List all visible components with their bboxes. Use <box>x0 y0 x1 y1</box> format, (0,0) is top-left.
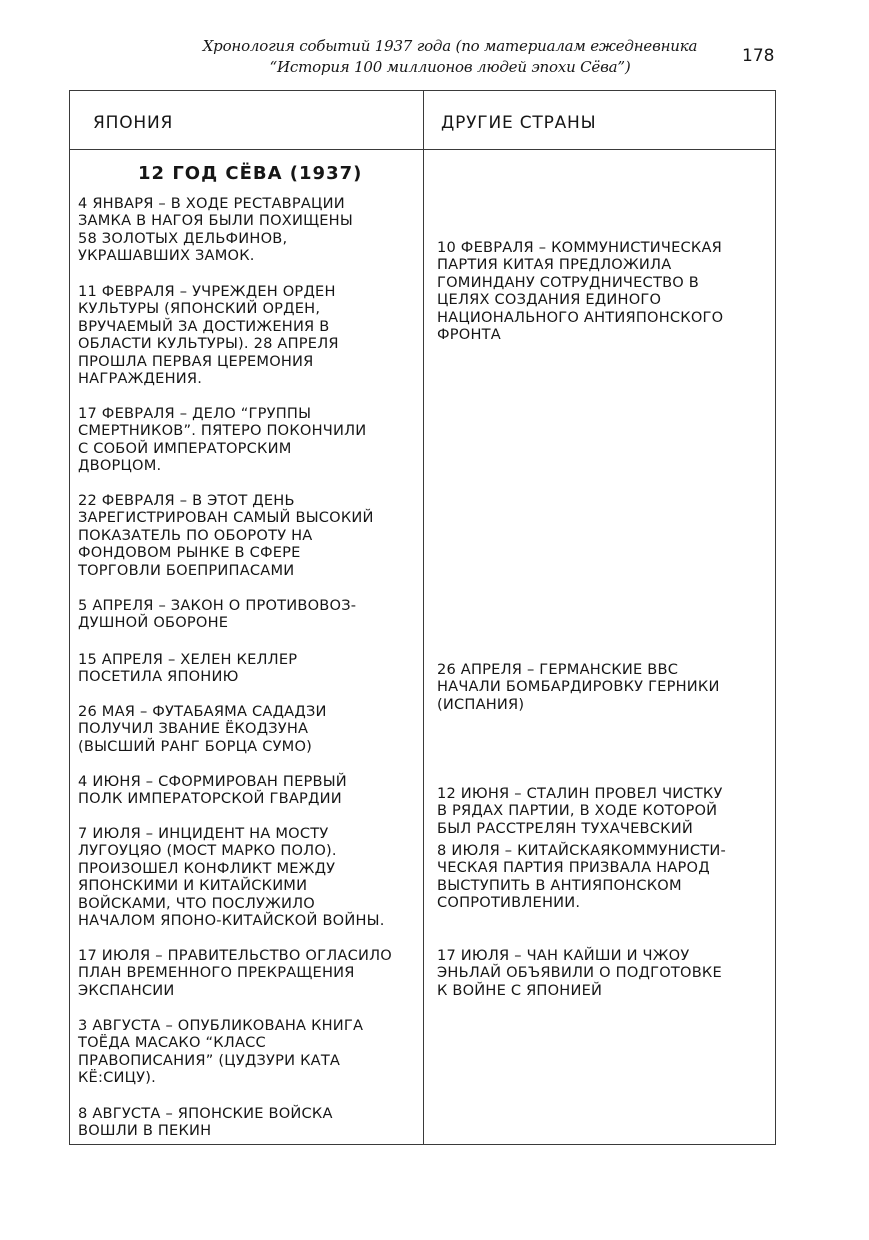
entry-line: 5 АПРЕЛЯ – ЗАКОН О ПРОТИВОВОЗ- <box>78 597 357 614</box>
entry-line: ЯПОНСКИМИ И КИТАЙСКИМИ <box>78 877 308 895</box>
other-entry-3 <box>437 785 723 837</box>
japan-entry-3 <box>78 405 366 475</box>
entry-line: ЭКСПАНСИИ <box>78 981 175 999</box>
entry-line: 12 ИЮНЯ – СТАЛИН ПРОВЕЛ ЧИСТКУ <box>437 785 723 802</box>
entry-line: 26 АПРЕЛЯ – ГЕРМАНСКИЕ ВВС <box>437 661 679 678</box>
entry-line: ТОРГОВЛИ БОЕПРИПАСАМИ <box>78 561 295 579</box>
entry-line: 17 ФЕВРАЛЯ – ДЕЛО “ГРУППЫ <box>78 405 312 422</box>
entry-line: ВОШЛИ В ПЕКИН <box>78 1122 212 1140</box>
entry-line: (ВЫСШИЙ РАНГ БОРЦА СУМО) <box>78 737 313 755</box>
header-divider <box>70 149 775 150</box>
entry-line: ГОМИНДАНУ СОТРУДНИЧЕСТВО В <box>437 273 700 291</box>
entry-line: 11 ФЕВРАЛЯ – УЧРЕЖДЕН ОРДЕН <box>78 283 336 300</box>
entry-line: 17 ИЮЛЯ – ПРАВИТЕЛЬСТВО ОГЛАСИЛО <box>78 947 392 964</box>
entry-line: 15 АПРЕЛЯ – ХЕЛЕН КЕЛЛЕР <box>78 651 298 668</box>
entry-line: ПРАВОПИСАНИЯ” (ЦУДЗУРИ КАТА <box>78 1051 341 1069</box>
entry-line: ЛУГОУЦЯО (МОСТ МАРКО ПОЛО). <box>78 842 337 860</box>
japan-entry-11 <box>78 1017 363 1087</box>
year-title: 12 ГОД СЁВА (1937) <box>138 163 363 184</box>
entry-line: ДУШНОЙ ОБОРОНЕ <box>78 614 229 632</box>
entry-line: 8 АВГУСТА – ЯПОНСКИЕ ВОЙСКА <box>78 1105 333 1122</box>
entry-line: 4 ЯНВАРЯ – В ХОДЕ РЕСТАВРАЦИИ <box>78 195 345 212</box>
entry-line: ОБЛАСТИ КУЛЬТУРЫ). 28 АПРЕЛЯ <box>78 335 339 353</box>
entry-line: ПЛАН ВРЕМЕННОГО ПРЕКРАЩЕНИЯ <box>78 964 355 982</box>
entry-line: (ИСПАНИЯ) <box>437 695 525 713</box>
entry-line: КУЛЬТУРЫ (ЯПОНСКИЙ ОРДЕН, <box>78 300 321 318</box>
chronology-table <box>69 90 776 1145</box>
entry-line: НАЧАЛОМ ЯПОНО-КИТАЙСКОЙ ВОЙНЫ. <box>78 912 385 930</box>
entry-line: ВОЙСКАМИ, ЧТО ПОСЛУЖИЛО <box>78 894 315 912</box>
entry-line: ЗАМКА В НАГОЯ БЫЛИ ПОХИЩЕНЫ <box>78 212 353 230</box>
entry-line: ТОЁДА МАСАКО “КЛАСС <box>78 1034 266 1052</box>
column-header-japan: ЯПОНИЯ <box>93 113 174 133</box>
entry-line: ПОСЕТИЛА ЯПОНИЮ <box>78 668 239 686</box>
entry-line: НАЦИОНАЛЬНОГО АНТИЯПОНСКОГО <box>437 308 724 326</box>
entry-line: ВРУЧАЕМЫЙ ЗА ДОСТИЖЕНИЯ В <box>78 317 330 335</box>
entry-line: ПРОШЛА ПЕРВАЯ ЦЕРЕМОНИЯ <box>78 352 314 370</box>
header-title-line-1: Хронология событий 1937 года (по материалам ежедневника <box>202 37 698 55</box>
entry-line: 10 ФЕВРАЛЯ – КОММУНИСТИЧЕСКАЯ <box>437 239 723 256</box>
entry-line: ЧЕСКАЯ ПАРТИЯ ПРИЗВАЛА НАРОД <box>437 859 710 877</box>
entry-line: ПОЛК ИМПЕРАТОРСКОЙ ГВАРДИИ <box>78 790 342 808</box>
japan-entry-12 <box>78 1105 333 1140</box>
entry-line: В РЯДАХ ПАРТИИ, В ХОДЕ КОТОРОЙ <box>437 802 718 820</box>
entry-line: С СОБОЙ ИМПЕРАТОРСКИМ <box>78 439 292 457</box>
entry-line: ЗАРЕГИСТРИРОВАН САМЫЙ ВЫСОКИЙ <box>78 509 374 527</box>
entry-line: СОПРОТИВЛЕНИИ. <box>437 894 581 912</box>
other-entry-4 <box>437 842 726 912</box>
japan-entry-10 <box>78 947 392 999</box>
entry-line: УКРАШАВШИХ ЗАМОК. <box>78 247 255 265</box>
other-entry-2 <box>437 661 720 713</box>
entry-line: СМЕРТНИКОВ”. ПЯТЕРО ПОКОНЧИЛИ <box>78 422 367 440</box>
page-number: 178 <box>742 46 775 66</box>
japan-entry-6 <box>78 651 297 686</box>
column-divider <box>423 91 424 1144</box>
japan-entry-1 <box>78 195 353 265</box>
entry-line: ПОЛУЧИЛ ЗВАНИЕ ЁКОДЗУНА <box>78 720 309 738</box>
japan-entry-7 <box>78 703 327 755</box>
entry-line: ПАРТИЯ КИТАЯ ПРЕДЛОЖИЛА <box>437 256 672 274</box>
entry-line: 7 ИЮЛЯ – ИНЦИДЕНТ НА МОСТУ <box>78 825 329 842</box>
japan-entry-5 <box>78 597 356 632</box>
japan-entry-4 <box>78 492 374 579</box>
entry-line: ФРОНТА <box>437 326 501 344</box>
other-entry-5 <box>437 947 722 999</box>
column-header-other-countries: ДРУГИЕ СТРАНЫ <box>441 113 597 133</box>
entry-line: ЭНЬЛАЙ ОБЪЯВИЛИ О ПОДГОТОВКЕ <box>437 964 722 982</box>
entry-line: ПОКАЗАТЕЛЬ ПО ОБОРОТУ НА <box>78 526 313 544</box>
entry-line: КЁ:СИЦУ). <box>78 1069 156 1087</box>
entry-line: 3 АВГУСТА – ОПУБЛИКОВАНА КНИГА <box>78 1017 364 1034</box>
entry-line: ЦЕЛЯХ СОЗДАНИЯ ЕДИНОГО <box>437 291 662 309</box>
japan-entry-2 <box>78 283 339 387</box>
entry-line: БЫЛ РАССТРЕЛЯН ТУХАЧЕВСКИЙ <box>437 819 693 837</box>
header-title-line-2: “История 100 миллионов людей эпохи Сёва”) <box>269 58 631 76</box>
entry-line: 17 ИЮЛЯ – ЧАН КАЙШИ И ЧЖОУ <box>437 947 690 964</box>
entry-line: ДВОРЦОМ. <box>78 457 162 475</box>
entry-line: К ВОЙНЕ С ЯПОНИЕЙ <box>437 981 603 999</box>
entry-line: 8 ИЮЛЯ – КИТАЙСКАЯКОММУНИСТИ- <box>437 842 726 859</box>
entry-line: ФОНДОВОМ РЫНКЕ В СФЕРЕ <box>78 544 301 562</box>
entry-line: 58 ЗОЛОТЫХ ДЕЛЬФИНОВ, <box>78 229 288 247</box>
entry-line: 26 МАЯ – ФУТАБАЯМА САДАДЗИ <box>78 703 327 720</box>
japan-entry-8 <box>78 773 347 808</box>
entry-line: 4 ИЮНЯ – СФОРМИРОВАН ПЕРВЫЙ <box>78 773 347 790</box>
entry-line: ПРОИЗОШЕЛ КОНФЛИКТ МЕЖДУ <box>78 859 336 877</box>
entry-line: ВЫСТУПИТЬ В АНТИЯПОНСКОМ <box>437 876 682 894</box>
entry-line: НАГРАЖДЕНИЯ. <box>78 370 203 388</box>
entry-line: 22 ФЕВРАЛЯ – В ЭТОТ ДЕНЬ <box>78 492 295 509</box>
other-entry-1 <box>437 239 723 343</box>
entry-line: НАЧАЛИ БОМБАРДИРОВКУ ГЕРНИКИ <box>437 678 720 696</box>
page-header <box>170 36 730 78</box>
japan-entry-9 <box>78 825 385 929</box>
